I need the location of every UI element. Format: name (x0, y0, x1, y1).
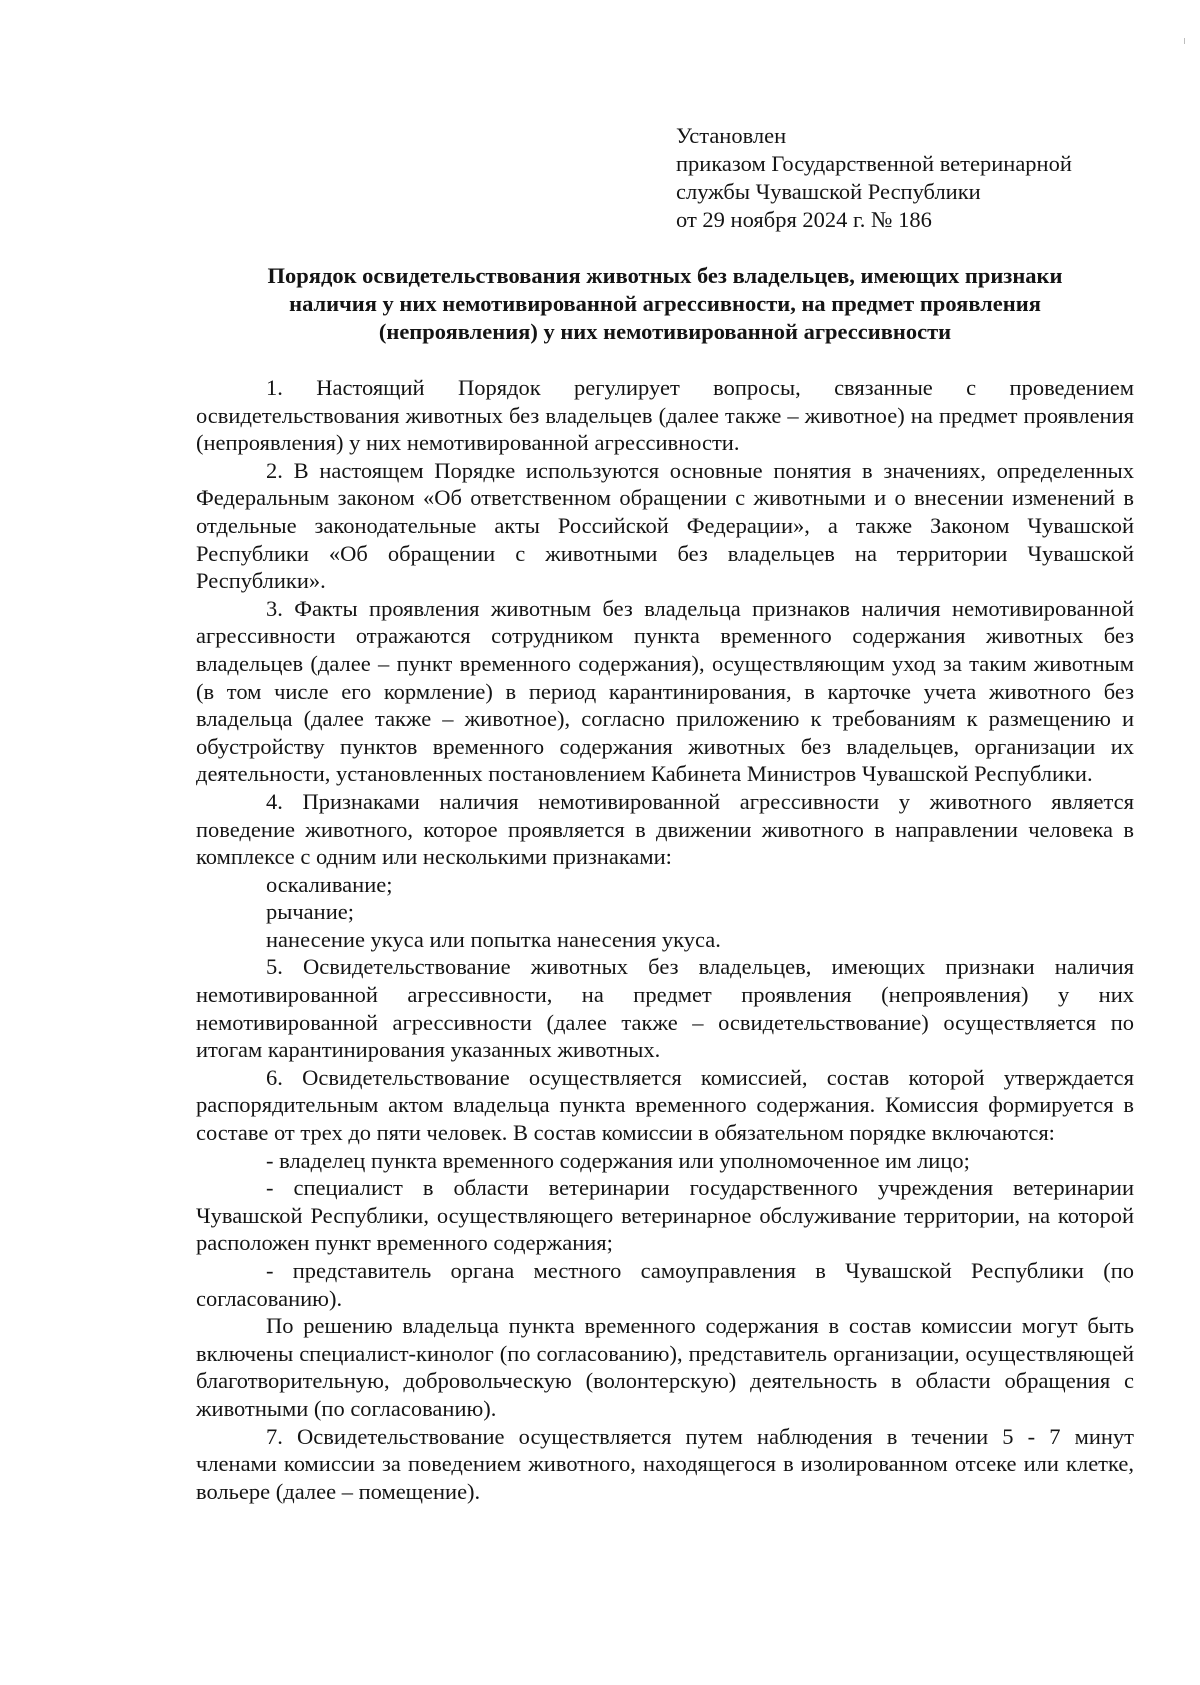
approval-block (676, 122, 1072, 234)
approval-line-1: Установлен (676, 123, 787, 148)
approval-line-2: приказом Государственной ветеринарной (676, 151, 1072, 176)
paragraph-4-item-1: оскаливание; (266, 871, 393, 897)
paragraph-6-item-3: - представитель органа местного самоуправления в Чувашской Республики (по согласованию). (196, 1258, 1134, 1311)
title-line-3: (непроявления) у них немотивированной агрессивности (378, 319, 952, 344)
paragraph-6-item-2: - специалист в области ветеринарии государственного учреждения ветеринарии Чувашской Республики, осуществляющего ветеринарное обслуживание территории, на которой расположен пункт временного содержания; (196, 1175, 1134, 1256)
paragraph-4-item-2: рычание; (266, 899, 354, 925)
title-line-2: наличия у них немотивированной агрессивности, на предмет проявления (289, 291, 1041, 316)
paragraph-7: 7. Освидетельствование осуществляется путем наблюдения в течении 5 - 7 минут членами комиссии за поведением животного, находящегося в изолированном отсеке или клетке, вольере (далее – помещение). (196, 1423, 1134, 1504)
paragraph-3: 3. Факты проявления животным без владельца признаков наличия немотивированной агрессивности отражаются сотрудником пункта временного содержания животных без владельцев (далее – пункт временного содержания), осуществляющим уход за таким животным (в том числе его кормление) в период карантинирования, в карточке учета животного без владельца (далее также – животное), согласно приложению к требованиям к размещению и обустройству пунктов временного содержания животных без владельцев, организации их деятельности, установленных постановлением Кабинета Министров Чувашской Республики. (196, 595, 1134, 787)
approval-line-3: службы Чувашской Республики (676, 179, 981, 204)
paragraph-4-item-3: нанесение укуса или попытка нанесения укуса. (266, 926, 721, 952)
paragraph-6-extra: По решению владельца пункта временного содержания в состав комиссии могут быть включены специалист-кинолог (по согласованию), представитель организации, осуществляющей благотворительную, добровольческую (волонтерскую) деятельность в области обращения с животными (по согласованию). (196, 1313, 1134, 1421)
paragraph-5: 5. Освидетельствование животных без владельцев, имеющих признаки наличия немотивированной агрессивности, на предмет проявления (непроявления) у них немотивированной агрессивности (далее также – освидетельствование) осуществляется по итогам карантинирования указанных животных. (196, 954, 1134, 1063)
paragraph-4: 4. Признаками наличия немотивированной агрессивности у животного является поведение животного, которое проявляется в движении животного в направлении человека в комплексе с одним или несколькими признаками: (196, 788, 1134, 870)
approval-line-4: от 29 ноября 2024 г. № 186 (676, 207, 932, 232)
scan-mark (1184, 38, 1185, 44)
document-body (196, 374, 1134, 1505)
title-line-1: Порядок освидетельствования животных без владельцев, имеющих признаки (267, 263, 1063, 288)
paragraph-6-item-1: - владелец пункта временного содержания или уполномоченное им лицо; (266, 1147, 970, 1173)
paragraph-1: 1. Настоящий Порядок регулирует вопросы, связанные с проведением освидетельствования животных без владельцев (далее также – животное) на предмет проявления (непроявления) у них немотивированной агрессивности. (196, 375, 1134, 456)
document-title (190, 262, 1140, 346)
paragraph-6: 6. Освидетельствование осуществляется комиссией, состав которой утверждается распорядительным актом владельца пункта временного содержания. Комиссия формируется в составе от трех до пяти человек. В состав комиссии в обязательном порядке включаются: (196, 1064, 1134, 1146)
paragraph-2: 2. В настоящем Порядке используются основные понятия в значениях, определенных Федеральным законом «Об ответственном обращении с животными и о внесении изменений в отдельные законодательные акты Российской Федерации», а также Законом Чувашской Республики «Об обращении с животными без владельцев на территории Чувашской Республики». (196, 457, 1134, 594)
